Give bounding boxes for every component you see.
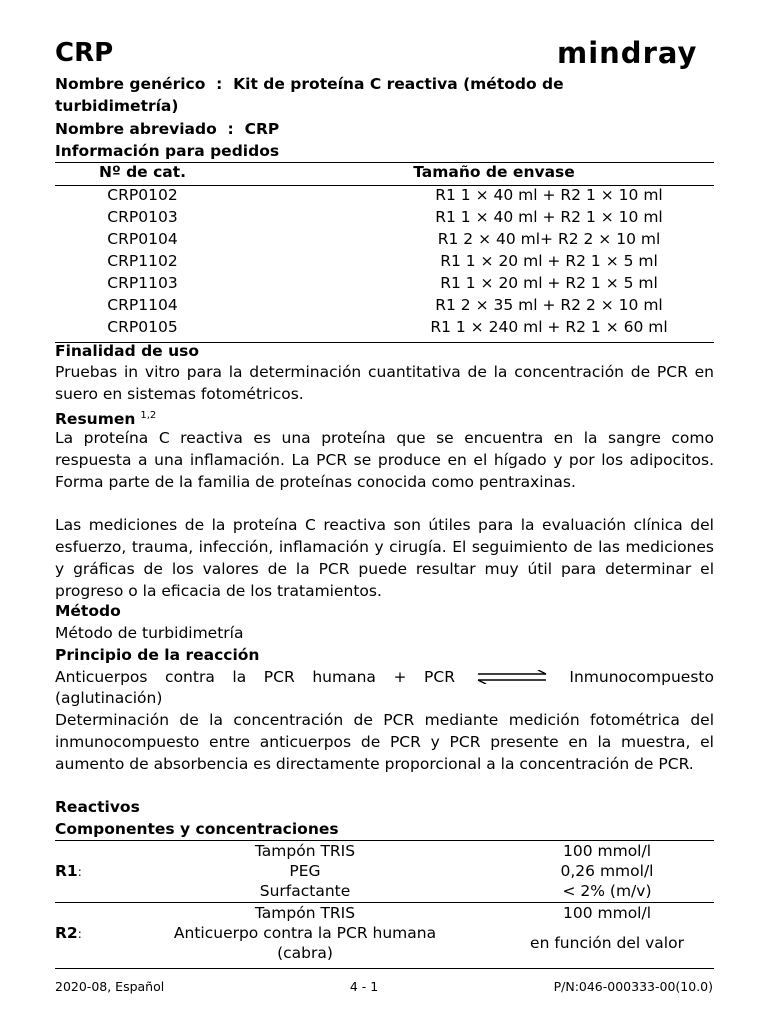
r2-concentration-list [500,903,714,953]
package-size-cell: R1 1 × 40 ml + R2 1 × 10 ml [435,186,663,204]
reaction-product: Inmunocompuesto [569,668,714,686]
generic-name-value: Kit de proteína C reactiva (método de [233,75,564,93]
footer-date-language: 2020-08, Español [55,979,165,994]
r1-label: R1: [55,862,82,880]
r2-concentration: 100 mmol/l [562,904,652,922]
product-code-title: CRP [55,38,114,68]
catalog-number-cell: CRP0102 [107,186,178,204]
generic-name-value-cont: turbidimetría) [55,97,179,115]
short-name-line [55,118,714,140]
table-row [55,252,714,274]
principle-heading: Principio de la reacción [55,646,260,664]
principle-text: Determinación de la concentración de PCR mediante medición fotométrica del inmunocompuesto entre anticuerpos de PCR y PCR presente en la muestra, el aumento de absorbencia es directamente proporcional a la concentración de PCR. [55,711,714,773]
package-size-cell: R1 1 × 20 ml + R2 1 × 5 ml [440,252,658,270]
package-size-cell: R1 1 × 40 ml + R2 1 × 10 ml [435,208,663,226]
equilibrium-arrow-icon [476,670,548,684]
method-heading: Método [55,602,121,620]
table-row [55,318,714,340]
reagents-heading: Reactivos [55,798,140,816]
mindray-logo: mindray [557,36,698,70]
package-size-header: Tamaño de envase [413,163,575,181]
r2-component-name: Tampón TRIS [254,904,356,922]
table-row [55,230,714,252]
table-row [55,208,714,230]
footer-rule [55,968,714,969]
r2-concentration: en función del valor [530,934,684,952]
catalog-number-cell: CRP1104 [107,296,178,314]
reaction-product-cont: (aglutinación) [55,689,163,707]
catalog-number-cell: CRP0103 [107,208,178,226]
generic-name-label: Nombre genérico [55,75,206,93]
order-info-heading: Información para pedidos [55,142,280,160]
components-heading: Componentes y concentraciones [55,820,339,838]
short-name-value: CRP [244,120,280,138]
package-size-cell: R1 2 × 35 ml + R2 2 × 10 ml [435,296,663,314]
intended-use-heading: Finalidad de uso [55,342,199,360]
r1-concentration-list [500,841,714,901]
generic-name-line [55,73,714,95]
reaction-equation [55,666,714,688]
catalog-number-cell: CRP1102 [107,252,178,270]
colon-separator: : [205,75,234,93]
table-row [55,274,714,296]
r2-component-name: Anticuerpo contra la PCR humana [173,924,437,942]
r1-component-list [180,841,430,901]
table-row [55,186,714,208]
colon-separator: : [216,120,245,138]
catalog-number-header: Nº de cat. [98,163,187,181]
summary-references: 1,2 [140,410,157,421]
r1-component-name: Tampón TRIS [254,842,356,860]
intended-use-text: Pruebas in vitro para la determinación cuantitativa de la concentración de PCR en suero en sistemas fotométricos. [55,363,714,403]
catalog-number-cell: CRP1103 [107,274,178,292]
r1-concentration: < 2% (m/v) [562,882,652,900]
r2-label: R2: [55,924,82,942]
page-number: 4 - 1 [349,979,379,994]
r2-component-name: (cabra) [277,944,333,962]
catalog-number-cell: CRP0104 [107,230,178,248]
table-row [55,296,714,318]
summary-paragraph-1: La proteína C reactiva es una proteína que se encuentra en la sangre como respuesta a una inflamación. La PCR se produce en el hígado y por los adipocitos. Forma parte de la familia de proteínas conocida como pentraxinas. [55,429,714,491]
summary-paragraph-2: Las mediciones de la proteína C reactiva son útiles para la evaluación clínica del esfuerzo, trauma, infección, inflamación y cirugía. El seguimiento de las mediciones y gráficas de los valores de la PCR puede resultar muy útil para determinar el progreso o la eficacia de los tratamientos. [55,516,714,600]
summary-heading: Resumen [55,410,136,429]
part-number: P/N:046-000333-00(10.0) [553,979,713,994]
r1-component-name: Surfactante [259,882,351,900]
package-size-cell: R1 2 × 40 ml+ R2 2 × 10 ml [437,230,661,248]
r1-concentration: 0,26 mmol/l [560,862,654,880]
package-size-cell: R1 1 × 20 ml + R2 1 × 5 ml [440,274,658,292]
reaction-reactants: Anticuerpos contra la PCR humana + PCR [55,668,455,686]
method-text: Método de turbidimetría [55,624,244,642]
package-size-cell: R1 1 × 240 ml + R2 1 × 60 ml [430,318,668,336]
r2-component-list [150,903,460,963]
r1-concentration: 100 mmol/l [562,842,652,860]
short-name-label: Nombre abreviado [55,120,217,138]
catalog-number-cell: CRP0105 [107,318,178,336]
r1-component-name: PEG [289,862,321,880]
